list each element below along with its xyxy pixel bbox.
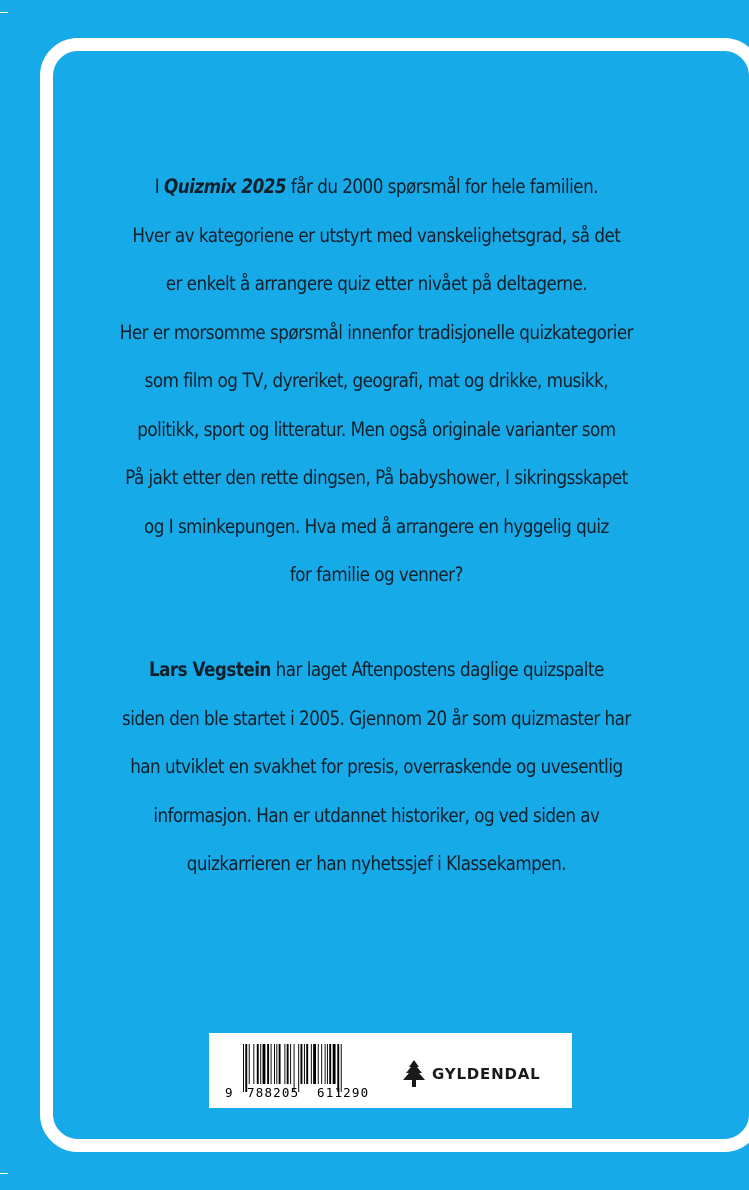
barcode-bar bbox=[287, 1044, 289, 1084]
barcode-bar bbox=[306, 1044, 308, 1084]
author-line-3: han utviklet en svakhet for presis, overraskende og uvesentlig bbox=[130, 755, 623, 778]
barcode-bar bbox=[301, 1044, 303, 1084]
barcode-bar bbox=[333, 1044, 336, 1084]
barcode-bar bbox=[257, 1044, 259, 1084]
description-line-2: Hver av kategoriene er utstyrt med vanskelighetsgrad, så det bbox=[132, 223, 621, 247]
description-line-6: politikk, sport og litteratur. Men også originale varianter som bbox=[137, 417, 616, 441]
barcode-bar bbox=[276, 1044, 277, 1084]
barcode-bar bbox=[267, 1044, 269, 1084]
description-line-8: og I sminkepungen. Hva med å arrangere en hyggelig quiz bbox=[144, 514, 609, 538]
author-paragraph bbox=[54, 646, 698, 889]
author-name: Lars Vegstein bbox=[148, 658, 271, 681]
barcode-bar bbox=[311, 1044, 312, 1084]
barcode-bar bbox=[279, 1044, 281, 1084]
barcode-bar bbox=[325, 1044, 326, 1084]
barcode-bar bbox=[274, 1044, 275, 1084]
barcode-bar bbox=[321, 1044, 322, 1084]
description-paragraph bbox=[54, 163, 698, 600]
barcode-bar bbox=[304, 1044, 305, 1084]
barcode-bar bbox=[271, 1044, 272, 1084]
isbn-group-2: 611290 bbox=[317, 1085, 370, 1100]
author-line-2: siden den ble startet i 2005. Gjennom 20 år som quizmaster har bbox=[121, 706, 631, 730]
publisher-name: GYLDENDAL bbox=[432, 1065, 541, 1083]
description-line-7: På jakt etter den rette dingsen, På babyshower, I sikringsskapet bbox=[125, 466, 628, 489]
barcode-bar bbox=[263, 1044, 266, 1084]
barcode-bar bbox=[327, 1044, 328, 1084]
barcode-bar bbox=[290, 1044, 291, 1084]
author-line-5: quizkarrieren er han nyhetssjef i Klassekampen. bbox=[186, 852, 567, 875]
author-line-1 bbox=[54, 646, 698, 695]
barcode-bar bbox=[318, 1044, 319, 1084]
description-line-1 bbox=[54, 163, 698, 212]
barcode-bar bbox=[249, 1044, 250, 1084]
barcode-panel bbox=[209, 1033, 572, 1108]
barcode-bar bbox=[284, 1044, 285, 1084]
line-suffix: har laget Aftenpostens daglige quizspalte bbox=[270, 658, 604, 681]
description-line-3: er enkelt å arrangere quiz etter nivået på deltagerne. bbox=[165, 272, 588, 295]
author-line-4: informasjon. Han er utdannet historiker, og ved siden av bbox=[153, 803, 600, 827]
crop-mark-bottom bbox=[0, 1173, 8, 1174]
publisher-logo bbox=[401, 1059, 540, 1089]
barcode-bar bbox=[313, 1044, 316, 1084]
book-title: Quizmix 2025 bbox=[163, 175, 287, 198]
tree-icon bbox=[401, 1059, 427, 1089]
isbn-digit-lead: 9 bbox=[225, 1085, 233, 1100]
isbn-number bbox=[225, 1085, 390, 1105]
barcode-bar bbox=[260, 1044, 261, 1084]
description-line-9: for familie og venner? bbox=[289, 563, 463, 586]
line-prefix: I bbox=[154, 175, 164, 198]
barcode-bar bbox=[329, 1044, 331, 1084]
description-line-5: som film og TV, dyreriket, geografi, mat og drikke, musikk, bbox=[144, 369, 609, 392]
barcode-bar bbox=[253, 1044, 254, 1084]
description-line-4: Her er morsomme spørsmål innenfor tradisjonelle quizkategorier bbox=[119, 320, 634, 344]
crop-mark-top bbox=[0, 12, 8, 13]
line-suffix: får du 2000 spørsmål for hele familien. bbox=[286, 175, 599, 198]
isbn-group-1: 788205 bbox=[247, 1085, 300, 1100]
